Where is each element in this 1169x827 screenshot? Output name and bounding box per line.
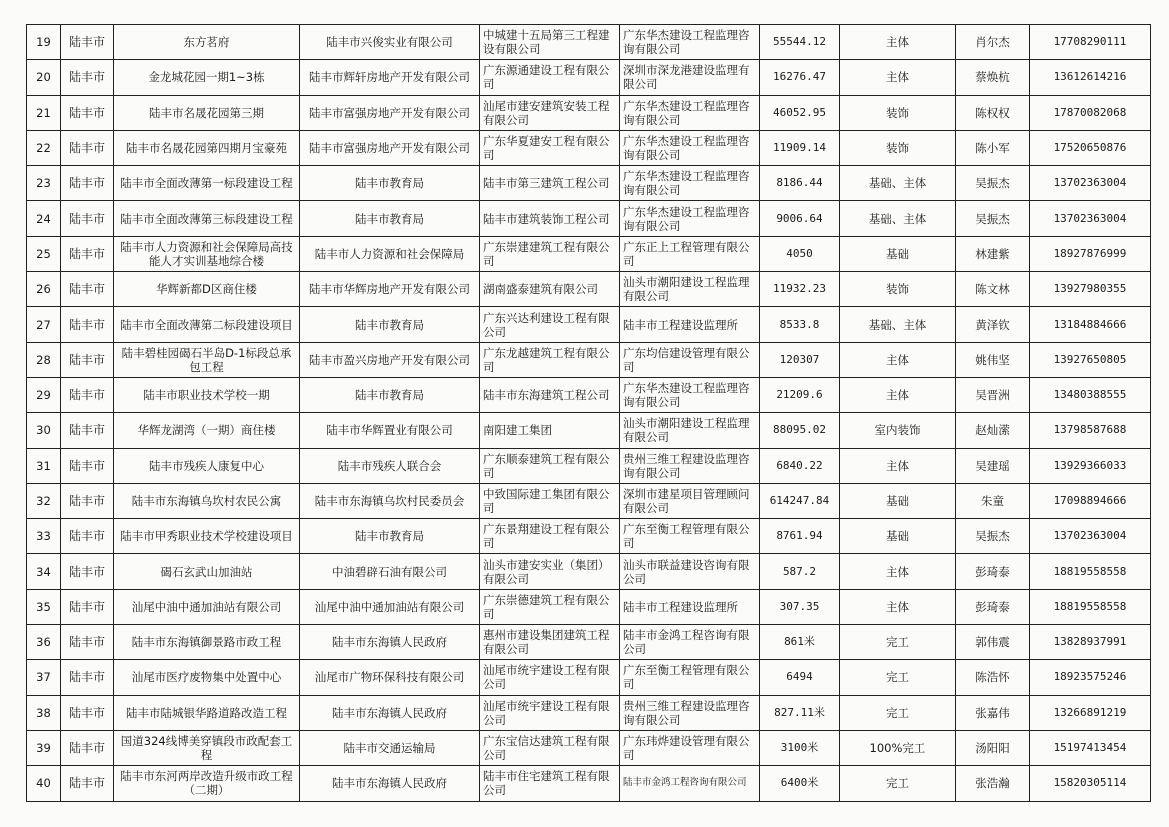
cell-no: 37 [27, 660, 61, 695]
cell-stage: 装饰 [840, 272, 956, 307]
cell-supervisor: 广东华杰建设工程监理咨询有限公司 [620, 95, 760, 130]
cell-supervisor: 广东华杰建设工程监理咨询有限公司 [620, 166, 760, 201]
table-row [27, 413, 1151, 448]
cell-builder: 广东顺泰建筑工程有限公司 [480, 448, 620, 483]
project-table [26, 24, 1151, 802]
table-row [27, 166, 1151, 201]
cell-person: 张浩瀚 [956, 766, 1030, 801]
cell-project: 陆丰市职业技术学校一期 [114, 377, 300, 412]
cell-stage: 完工 [840, 695, 956, 730]
cell-city: 陆丰市 [61, 695, 114, 730]
cell-supervisor: 广东至衡工程管理有限公司 [620, 519, 760, 554]
cell-city: 陆丰市 [61, 201, 114, 236]
cell-no: 20 [27, 60, 61, 95]
cell-no: 40 [27, 766, 61, 801]
cell-phone: 13927650805 [1030, 342, 1151, 377]
cell-area: 587.2 [760, 554, 840, 589]
cell-area: 4050 [760, 236, 840, 271]
cell-phone: 13929366033 [1030, 448, 1151, 483]
cell-city: 陆丰市 [61, 483, 114, 518]
cell-builder: 南阳建工集团 [480, 413, 620, 448]
cell-person: 张嘉伟 [956, 695, 1030, 730]
cell-owner: 陆丰市盈兴房地产开发有限公司 [300, 342, 480, 377]
cell-owner: 汕尾市广物环保科技有限公司 [300, 660, 480, 695]
cell-supervisor: 广东华杰建设工程监理咨询有限公司 [620, 377, 760, 412]
cell-project: 陆丰市全面改薄第一标段建设工程 [114, 166, 300, 201]
cell-builder: 陆丰市第三建筑工程公司 [480, 166, 620, 201]
cell-no: 23 [27, 166, 61, 201]
cell-stage: 基础、主体 [840, 307, 956, 342]
cell-stage: 基础 [840, 519, 956, 554]
cell-owner: 陆丰市东海镇人民政府 [300, 695, 480, 730]
cell-builder: 汕尾市统宇建设工程有限公司 [480, 695, 620, 730]
cell-project: 陆丰市名晟花园第三期 [114, 95, 300, 130]
cell-area: 55544.12 [760, 25, 840, 60]
cell-owner: 陆丰市华辉房地产开发有限公司 [300, 272, 480, 307]
cell-phone: 17708290111 [1030, 25, 1151, 60]
cell-no: 28 [27, 342, 61, 377]
cell-owner: 陆丰市教育局 [300, 201, 480, 236]
cell-owner: 陆丰市兴俊实业有限公司 [300, 25, 480, 60]
cell-no: 38 [27, 695, 61, 730]
table-row [27, 554, 1151, 589]
cell-area: 827.11米 [760, 695, 840, 730]
cell-project: 陆丰市甲秀职业技术学校建设项目 [114, 519, 300, 554]
cell-project: 陆丰碧桂园碣石半岛D-1标段总承包工程 [114, 342, 300, 377]
cell-supervisor: 广东华杰建设工程监理咨询有限公司 [620, 25, 760, 60]
cell-person: 吴振杰 [956, 519, 1030, 554]
cell-supervisor: 广东华杰建设工程监理咨询有限公司 [620, 201, 760, 236]
cell-person: 赵灿潆 [956, 413, 1030, 448]
cell-phone: 13184884666 [1030, 307, 1151, 342]
cell-project: 汕尾市医疗废物集中处置中心 [114, 660, 300, 695]
cell-area: 16276.47 [760, 60, 840, 95]
table-row [27, 342, 1151, 377]
cell-no: 24 [27, 201, 61, 236]
cell-city: 陆丰市 [61, 307, 114, 342]
cell-stage: 室内装饰 [840, 413, 956, 448]
cell-builder: 陆丰市住宅建筑工程有限公司 [480, 766, 620, 801]
cell-no: 39 [27, 730, 61, 765]
cell-area: 120307 [760, 342, 840, 377]
cell-supervisor: 广东玮烨建设管理有限公司 [620, 730, 760, 765]
cell-stage: 基础、主体 [840, 201, 956, 236]
cell-area: 614247.84 [760, 483, 840, 518]
cell-builder: 汕尾市统宇建设工程有限公司 [480, 660, 620, 695]
cell-owner: 陆丰市人力资源和社会保障局 [300, 236, 480, 271]
cell-phone: 13828937991 [1030, 625, 1151, 660]
cell-person: 吴晋洲 [956, 377, 1030, 412]
cell-owner: 陆丰市教育局 [300, 377, 480, 412]
cell-owner: 陆丰市教育局 [300, 307, 480, 342]
cell-builder: 广东源通建设工程有限公司 [480, 60, 620, 95]
cell-builder: 湖南盛泰建筑有限公司 [480, 272, 620, 307]
cell-builder: 广东崇德建筑工程有限公司 [480, 589, 620, 624]
cell-builder: 陆丰市建筑装饰工程公司 [480, 201, 620, 236]
cell-builder: 广东华夏建安工程有限公司 [480, 130, 620, 165]
cell-city: 陆丰市 [61, 625, 114, 660]
cell-builder: 广东崇建建筑工程有限公司 [480, 236, 620, 271]
cell-stage: 基础 [840, 236, 956, 271]
cell-no: 35 [27, 589, 61, 624]
cell-project: 国道324线博美穿镇段市政配套工程 [114, 730, 300, 765]
cell-area: 6494 [760, 660, 840, 695]
cell-phone: 13480388555 [1030, 377, 1151, 412]
cell-project: 陆丰市东河两岸改造升级市政工程（二期） [114, 766, 300, 801]
cell-area: 861米 [760, 625, 840, 660]
cell-person: 吴振杰 [956, 201, 1030, 236]
cell-supervisor: 汕头市联益建设咨询有限公司 [620, 554, 760, 589]
cell-stage: 主体 [840, 554, 956, 589]
cell-project: 金龙城花园一期1~3栋 [114, 60, 300, 95]
cell-person: 陈小军 [956, 130, 1030, 165]
cell-city: 陆丰市 [61, 448, 114, 483]
cell-builder: 陆丰市东海建筑工程公司 [480, 377, 620, 412]
cell-stage: 主体 [840, 377, 956, 412]
cell-supervisor: 深圳市深龙港建设监理有限公司 [620, 60, 760, 95]
cell-area: 8761.94 [760, 519, 840, 554]
table-row [27, 95, 1151, 130]
cell-person: 朱童 [956, 483, 1030, 518]
cell-no: 26 [27, 272, 61, 307]
cell-project: 陆丰市东海镇御景路市政工程 [114, 625, 300, 660]
cell-supervisor: 陆丰市金鸿工程咨询有限公司 [620, 766, 760, 801]
cell-owner: 陆丰市残疾人联合会 [300, 448, 480, 483]
cell-builder: 中城建十五局第三工程建设有限公司 [480, 25, 620, 60]
cell-no: 29 [27, 377, 61, 412]
cell-person: 姚伟坚 [956, 342, 1030, 377]
cell-person: 肖尔杰 [956, 25, 1030, 60]
cell-city: 陆丰市 [61, 130, 114, 165]
cell-stage: 完工 [840, 625, 956, 660]
cell-stage: 主体 [840, 589, 956, 624]
table-row [27, 730, 1151, 765]
cell-city: 陆丰市 [61, 25, 114, 60]
cell-supervisor: 深圳市建星项目管理顾问有限公司 [620, 483, 760, 518]
cell-project: 陆丰市残疾人康复中心 [114, 448, 300, 483]
cell-city: 陆丰市 [61, 589, 114, 624]
table-row [27, 448, 1151, 483]
cell-area: 307.35 [760, 589, 840, 624]
cell-project: 汕尾中油中通加油站有限公司 [114, 589, 300, 624]
cell-no: 34 [27, 554, 61, 589]
cell-city: 陆丰市 [61, 519, 114, 554]
cell-stage: 100%完工 [840, 730, 956, 765]
cell-project: 陆丰市东海镇乌坎村农民公寓 [114, 483, 300, 518]
cell-city: 陆丰市 [61, 236, 114, 271]
cell-owner: 陆丰市东海镇人民政府 [300, 766, 480, 801]
cell-phone: 17520650876 [1030, 130, 1151, 165]
cell-phone: 18927876999 [1030, 236, 1151, 271]
table-row [27, 60, 1151, 95]
cell-owner: 陆丰市教育局 [300, 166, 480, 201]
cell-owner: 汕尾中油中通加油站有限公司 [300, 589, 480, 624]
cell-area: 8186.44 [760, 166, 840, 201]
cell-supervisor: 陆丰市工程建设监理所 [620, 589, 760, 624]
cell-city: 陆丰市 [61, 272, 114, 307]
cell-phone: 17870082068 [1030, 95, 1151, 130]
project-table-sheet [26, 24, 1150, 802]
cell-city: 陆丰市 [61, 166, 114, 201]
cell-phone: 13702363004 [1030, 201, 1151, 236]
cell-owner: 陆丰市东海镇人民政府 [300, 625, 480, 660]
cell-no: 30 [27, 413, 61, 448]
cell-stage: 装饰 [840, 130, 956, 165]
cell-phone: 13266891219 [1030, 695, 1151, 730]
cell-owner: 陆丰市富强房地产开发有限公司 [300, 130, 480, 165]
cell-person: 汤阳阳 [956, 730, 1030, 765]
cell-phone: 18819558558 [1030, 554, 1151, 589]
cell-area: 46052.95 [760, 95, 840, 130]
cell-phone: 18819558558 [1030, 589, 1151, 624]
cell-person: 陈权权 [956, 95, 1030, 130]
cell-stage: 主体 [840, 60, 956, 95]
cell-supervisor: 贵州三维工程建设监理咨询有限公司 [620, 448, 760, 483]
cell-phone: 18923575246 [1030, 660, 1151, 695]
cell-owner: 陆丰市富强房地产开发有限公司 [300, 95, 480, 130]
cell-area: 6400米 [760, 766, 840, 801]
table-row [27, 272, 1151, 307]
cell-project: 东方茗府 [114, 25, 300, 60]
cell-no: 27 [27, 307, 61, 342]
cell-city: 陆丰市 [61, 554, 114, 589]
cell-supervisor: 贵州三维工程建设监理咨询有限公司 [620, 695, 760, 730]
cell-owner: 陆丰市华辉置业有限公司 [300, 413, 480, 448]
cell-no: 25 [27, 236, 61, 271]
cell-builder: 广东宝信达建筑工程有限公司 [480, 730, 620, 765]
cell-no: 19 [27, 25, 61, 60]
cell-area: 11932.23 [760, 272, 840, 307]
cell-builder: 汕尾市建安建筑安装工程有限公司 [480, 95, 620, 130]
cell-builder: 中致国际建工集团有限公司 [480, 483, 620, 518]
table-row [27, 589, 1151, 624]
cell-person: 陈浩怀 [956, 660, 1030, 695]
cell-phone: 15820305114 [1030, 766, 1151, 801]
cell-person: 彭琦泰 [956, 589, 1030, 624]
cell-owner: 中油碧辟石油有限公司 [300, 554, 480, 589]
cell-project: 陆丰市人力资源和社会保障局高技能人才实训基地综合楼 [114, 236, 300, 271]
cell-area: 6840.22 [760, 448, 840, 483]
cell-project: 碣石玄武山加油站 [114, 554, 300, 589]
cell-phone: 13612614216 [1030, 60, 1151, 95]
cell-stage: 主体 [840, 448, 956, 483]
cell-city: 陆丰市 [61, 660, 114, 695]
cell-phone: 15197413454 [1030, 730, 1151, 765]
cell-stage: 基础 [840, 483, 956, 518]
cell-person: 郭伟震 [956, 625, 1030, 660]
table-row [27, 236, 1151, 271]
cell-supervisor: 广东均信建设管理有限公司 [620, 342, 760, 377]
cell-owner: 陆丰市辉轩房地产开发有限公司 [300, 60, 480, 95]
cell-builder: 广东龙越建筑工程有限公司 [480, 342, 620, 377]
cell-phone: 13702363004 [1030, 166, 1151, 201]
cell-builder: 广东兴达利建设工程有限公司 [480, 307, 620, 342]
cell-person: 吴建瑶 [956, 448, 1030, 483]
cell-project: 华辉龙湖湾（一期）商住楼 [114, 413, 300, 448]
cell-stage: 装饰 [840, 95, 956, 130]
cell-project: 陆丰市陆城银华路道路改造工程 [114, 695, 300, 730]
cell-builder: 惠州市建设集团建筑工程有限公司 [480, 625, 620, 660]
table-row [27, 766, 1151, 801]
cell-no: 22 [27, 130, 61, 165]
cell-city: 陆丰市 [61, 766, 114, 801]
cell-supervisor: 汕头市潮阳建设工程监理有限公司 [620, 272, 760, 307]
cell-person: 彭琦泰 [956, 554, 1030, 589]
cell-supervisor: 陆丰市金鸿工程咨询有限公司 [620, 625, 760, 660]
table-row [27, 695, 1151, 730]
cell-city: 陆丰市 [61, 413, 114, 448]
table-row [27, 130, 1151, 165]
cell-stage: 完工 [840, 660, 956, 695]
cell-city: 陆丰市 [61, 342, 114, 377]
cell-project: 华辉新都D区商住楼 [114, 272, 300, 307]
cell-area: 21209.6 [760, 377, 840, 412]
cell-supervisor: 广东正上工程管理有限公司 [620, 236, 760, 271]
cell-person: 蔡焕杭 [956, 60, 1030, 95]
cell-owner: 陆丰市交通运输局 [300, 730, 480, 765]
cell-builder: 广东景翔建设工程有限公司 [480, 519, 620, 554]
cell-city: 陆丰市 [61, 95, 114, 130]
cell-project: 陆丰市全面改薄第二标段建设项目 [114, 307, 300, 342]
cell-no: 33 [27, 519, 61, 554]
cell-person: 黄泽钦 [956, 307, 1030, 342]
cell-no: 32 [27, 483, 61, 518]
cell-person: 陈文林 [956, 272, 1030, 307]
cell-supervisor: 汕头市潮阳建设工程监理有限公司 [620, 413, 760, 448]
cell-project: 陆丰市全面改薄第三标段建设工程 [114, 201, 300, 236]
table-row [27, 625, 1151, 660]
cell-phone: 13927980355 [1030, 272, 1151, 307]
cell-area: 11909.14 [760, 130, 840, 165]
cell-area: 3100米 [760, 730, 840, 765]
cell-city: 陆丰市 [61, 730, 114, 765]
cell-stage: 基础、主体 [840, 166, 956, 201]
cell-supervisor: 广东至衡工程管理有限公司 [620, 660, 760, 695]
cell-supervisor: 广东华杰建设工程监理咨询有限公司 [620, 130, 760, 165]
cell-phone: 13702363004 [1030, 519, 1151, 554]
cell-area: 8533.8 [760, 307, 840, 342]
cell-city: 陆丰市 [61, 60, 114, 95]
table-row [27, 25, 1151, 60]
cell-stage: 完工 [840, 766, 956, 801]
cell-city: 陆丰市 [61, 377, 114, 412]
cell-project: 陆丰市名晟花园第四期月宝豪苑 [114, 130, 300, 165]
cell-person: 林建紫 [956, 236, 1030, 271]
table-body [27, 25, 1151, 802]
cell-no: 21 [27, 95, 61, 130]
cell-builder: 汕头市建安实业（集团）有限公司 [480, 554, 620, 589]
table-row [27, 660, 1151, 695]
table-row [27, 201, 1151, 236]
cell-owner: 陆丰市教育局 [300, 519, 480, 554]
cell-owner: 陆丰市东海镇乌坎村民委员会 [300, 483, 480, 518]
table-row [27, 307, 1151, 342]
cell-phone: 17098894666 [1030, 483, 1151, 518]
table-row [27, 519, 1151, 554]
cell-phone: 13798587688 [1030, 413, 1151, 448]
cell-no: 31 [27, 448, 61, 483]
cell-stage: 主体 [840, 342, 956, 377]
cell-person: 吴振杰 [956, 166, 1030, 201]
table-row [27, 377, 1151, 412]
cell-supervisor: 陆丰市工程建设监理所 [620, 307, 760, 342]
cell-stage: 主体 [840, 25, 956, 60]
cell-area: 9006.64 [760, 201, 840, 236]
cell-no: 36 [27, 625, 61, 660]
table-row [27, 483, 1151, 518]
cell-area: 88095.02 [760, 413, 840, 448]
